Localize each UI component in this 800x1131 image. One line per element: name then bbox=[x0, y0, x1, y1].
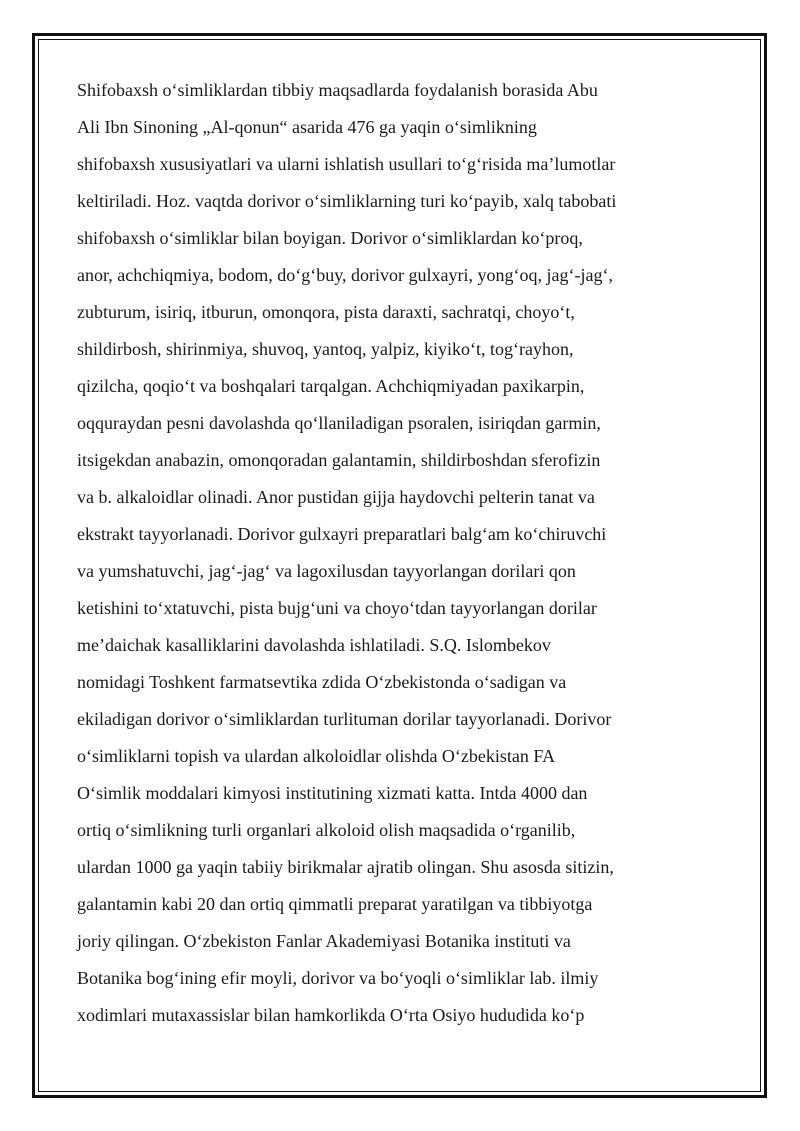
text-line: ekstrakt tayyorlanadi. Dorivor gulxayri preparatlari balg‘am ko‘chiruvchi bbox=[77, 524, 607, 544]
text-line: nomidagi Toshkent farmatsevtika zdida O‘zbekistonda o‘sadigan va bbox=[77, 672, 567, 692]
text-line: zubturum, isiriq, itburun, omonqora, pista daraxti, sachratqi, choyo‘t, bbox=[77, 302, 575, 322]
text-line: qizilcha, qoqio‘t va boshqalari tarqalgan. Achchiqmiyadan paxikarpin, bbox=[77, 376, 585, 396]
text-line: shifobaxsh xususiyatlari va ularni ishlatish usullari to‘g‘risida ma’lumotlar bbox=[77, 154, 616, 174]
text-line: O‘simlik moddalari kimyosi institutining xizmati katta. Intda 4000 dan bbox=[77, 783, 588, 803]
text-line: itsigekdan anabazin, omonqoradan galantamin, shildirboshdan sferofizin bbox=[77, 450, 601, 470]
text-line: Botanika bog‘ining efir moyli, dorivor va bo‘yoqli o‘simliklar lab. ilmiy bbox=[77, 968, 599, 988]
text-line: va b. alkaloidlar olinadi. Anor pustidan gijja haydovchi pelterin tanat va bbox=[77, 487, 595, 507]
text-line: ortiq o‘simlikning turli organlari alkoloid olish maqsadida o‘rganilib, bbox=[77, 820, 576, 840]
text-line: oqquraydan pesni davolashda qo‘llaniladigan psoralen, isiriqdan garmin, bbox=[77, 413, 601, 433]
text-line: va yumshatuvchi, jag‘-jag‘ va lagoxilusdan tayyorlangan dorilari qon bbox=[77, 561, 576, 581]
text-line: shildirbosh, shirinmiya, shuvoq, yantoq, yalpiz, kiyiko‘t, tog‘rayhon, bbox=[77, 339, 574, 359]
text-line: keltiriladi. Hoz. vaqtda dorivor o‘simliklarning turi ko‘payib, xalq tabobati bbox=[77, 191, 617, 211]
text-line: Shifobaxsh o‘simliklardan tibbiy maqsadlarda foydalanish borasida Abu bbox=[77, 80, 598, 100]
text-line: shifobaxsh o‘simliklar bilan boyigan. Dorivor o‘simliklardan ko‘proq, bbox=[77, 228, 583, 248]
text-line: ulardan 1000 ga yaqin tabiiy birikmalar ajratib olingan. Shu asosda sitizin, bbox=[77, 857, 614, 877]
text-line: me’daichak kasalliklarini davolashda ishlatiladi. S.Q. Islombekov bbox=[77, 635, 551, 655]
text-line: joriy qilingan. O‘zbekiston Fanlar Akademiyasi Botanika instituti va bbox=[77, 931, 571, 951]
body-text bbox=[77, 72, 737, 1034]
text-line: ekiladigan dorivor o‘simliklardan turlituman dorilar tayyorlanadi. Dorivor bbox=[77, 709, 612, 729]
text-line: Ali Ibn Sinoning „Al-qonun“ asarida 476 ga yaqin o‘simlikning bbox=[77, 117, 537, 137]
text-line: xodimlari mutaxassislar bilan hamkorlikda O‘rta Osiyo hududida ko‘p bbox=[77, 1005, 585, 1025]
text-line: anor, achchiqmiya, bodom, do‘g‘buy, dorivor gulxayri, yong‘oq, jag‘-jag‘, bbox=[77, 265, 613, 285]
text-line: ketishini to‘xtatuvchi, pista bujg‘uni va choyo‘tdan tayyorlangan dorilar bbox=[77, 598, 597, 618]
text-line: o‘simliklarni topish va ulardan alkoloidlar olishda O‘zbekistan FA bbox=[77, 746, 556, 766]
text-line: galantamin kabi 20 dan ortiq qimmatli preparat yaratilgan va tibbiyotga bbox=[77, 894, 593, 914]
